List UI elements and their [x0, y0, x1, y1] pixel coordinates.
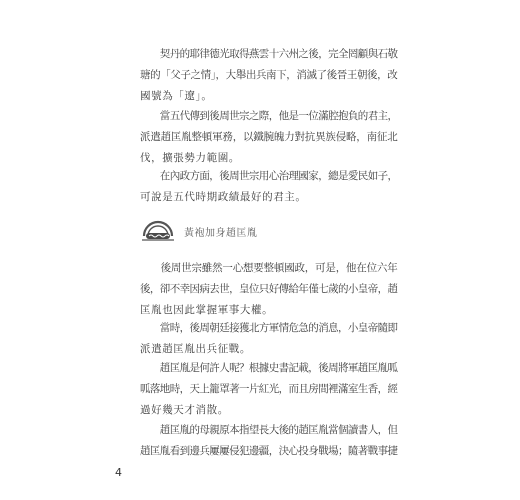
text-line: 後周世宗雖然一心想要整頓國政，可是，他在位六年 [140, 262, 398, 274]
text-line: 瑭的「父子之情」，大舉出兵南下，消滅了後晉王朝後，改 [140, 69, 398, 81]
text-line: 呱落地時，天上籠罩著一片紅光，而且房間裡滿室生香，經 [140, 383, 398, 395]
text-line: 後，卻不幸因病去世，皇位只好傳給年僅七歲的小皇帝，趙 [140, 283, 398, 295]
paragraph-7 [140, 420, 398, 462]
section-heading [140, 218, 258, 244]
paragraph-3 [140, 166, 398, 208]
text-line: 國號為「遼」。 [140, 90, 213, 102]
paragraph-6 [140, 358, 398, 421]
text-line: 契丹的耶律德光取得燕雲十六州之後，完全罔顧與石敬 [140, 48, 398, 60]
paragraph-4 [140, 258, 398, 321]
text-line: 伐，擴張勢力範圍。 [140, 152, 240, 164]
text-line: 當五代傳到後周世宗之際，他是一位滿腔抱負的君主， [140, 110, 398, 122]
paragraph-2 [140, 106, 398, 169]
text-line: 過好幾天才消散。 [140, 404, 229, 416]
paragraph-1 [140, 44, 398, 107]
text-line: 當時，後周朝廷接獲北方軍情危急的消息，小皇帝隨即 [140, 322, 398, 334]
text-line: 在內政方面，後周世宗用心治理國家，總是愛民如子， [140, 170, 398, 182]
text-line: 可說是五代時期政績最好的君主。 [140, 191, 307, 203]
sun-over-waves-icon [140, 220, 176, 242]
text-line: 趙匡胤是何許人呢？根據史書記載，後周將軍趙匡胤呱 [140, 362, 398, 374]
text-line: 派遣趙匡胤出兵征戰。 [140, 343, 251, 355]
page-number: 4 [115, 466, 122, 479]
text-line: 派遣趙匡胤整頓軍務，以鐵腕魄力對抗異族侵略，南征北 [140, 131, 398, 143]
text-line: 趙匡胤的母親原本指望長大後的趙匡胤當個讀書人，但 [140, 424, 398, 436]
section-title: 黃袍加身趙匡胤 [184, 227, 258, 239]
text-line: 趙匡胤看到邊兵屢屢侵犯邊疆，決心投身戰場；隨著戰事捷 [140, 445, 398, 457]
paragraph-5 [140, 318, 398, 360]
text-line: 匡胤也因此掌握軍事大權。 [140, 304, 274, 316]
